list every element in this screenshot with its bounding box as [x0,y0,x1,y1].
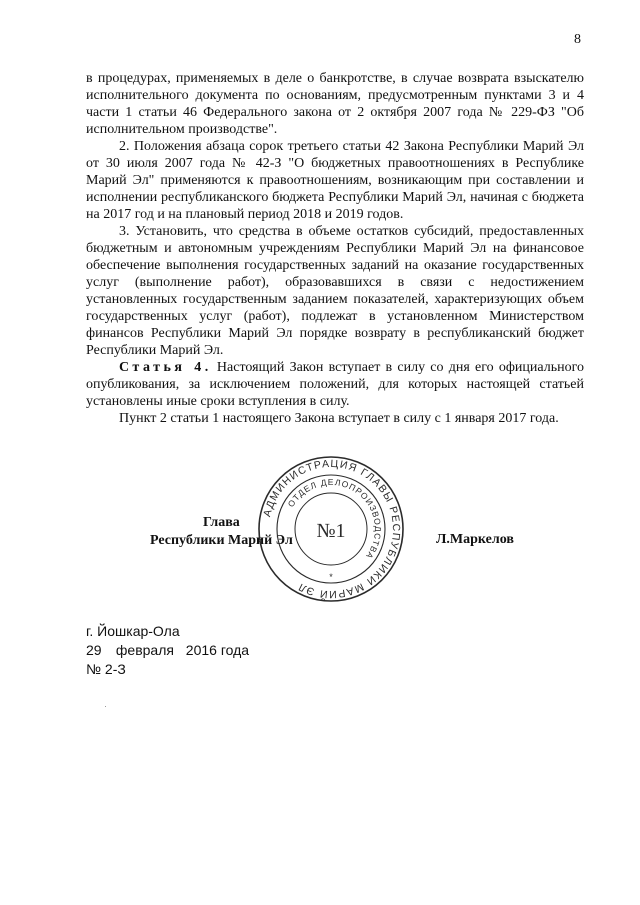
paragraph-effective-date: Пункт 2 статьи 1 настоящего Закона вступает в силу с 1 января 2017 года. [119,411,559,426]
place-and-date [86,622,249,679]
signatory-post-line2: Республики Марий Эл [150,533,293,548]
seal-outer-text: АДМИНИСТРАЦИЯ ГЛАВЫ РЕСПУБЛИКИ МАРИЙ ЭЛ [261,457,403,601]
paragraph-3: 3. Установить, что средства в объеме остатков субсидий, предоставленных бюджетным и автономным учреждениям Республики Марий Эл на финансовое обеспечение выполнения государственных заданий на оказание государственных услуг (выполнение работ), образовавшихся в связи с недостижением установленных государственным заданием показателей, характеризующих объем государственных услуг (работ), подлежат в установленном Министерством финансов Республики Марий Эл порядке возврату в республиканский бюджет Республики Марий Эл. [86,224,584,358]
page-number: 8 [574,32,581,47]
signatory-name: Л.Маркелов [436,532,514,547]
article-4-heading: Статья 4. [119,360,212,375]
date-month: февраля [115,642,174,658]
scan-speck [105,706,106,707]
date-year: 2016 года [185,642,250,658]
signatory-post-line1: Глава [203,515,240,530]
signing-date [86,641,249,660]
seal-inner-text: ОТДЕЛ ДЕЛОПРОИЗВОДСТВА [285,476,384,562]
seal-star-icon: * [329,572,333,582]
seal-center-number: №1 [316,520,346,542]
date-day: 29 [86,642,102,658]
document-body [86,70,584,427]
paragraph-continuation: в процедурах, применяемых в деле о банкротстве, в случае возврата взыскателю исполнительного документа по основаниям, предусмотренным пунктами 3 и 4 части 1 статьи 46 Федерального закона от 2 октября 2007 года № 229-ФЗ "Об исполнительном производстве". [86,71,584,137]
law-number: № 2-З [86,661,126,677]
article-4 [86,359,584,410]
article-4-text: Настоящий Закон вступает в силу со дня его официального опубликования, за исключением положений, для которых настоящей статьей установлены иные сроки вступления в силу. [86,360,584,409]
paragraph-2: 2. Положения абзаца сорок третьего статьи 42 Закона Республики Марий Эл от 30 июля 2007 года № 42-З "О бюджетных правоотношениях в Республике Марий Эл" применяются к правоотношениям, возникающим при составлении и исполнении республиканского бюджета Республики Марий Эл, начиная с бюджета на 2017 год и на плановый период 2018 и 2019 годов. [86,139,584,222]
city: г. Йошкар-Ола [86,623,180,639]
official-seal [256,454,406,604]
